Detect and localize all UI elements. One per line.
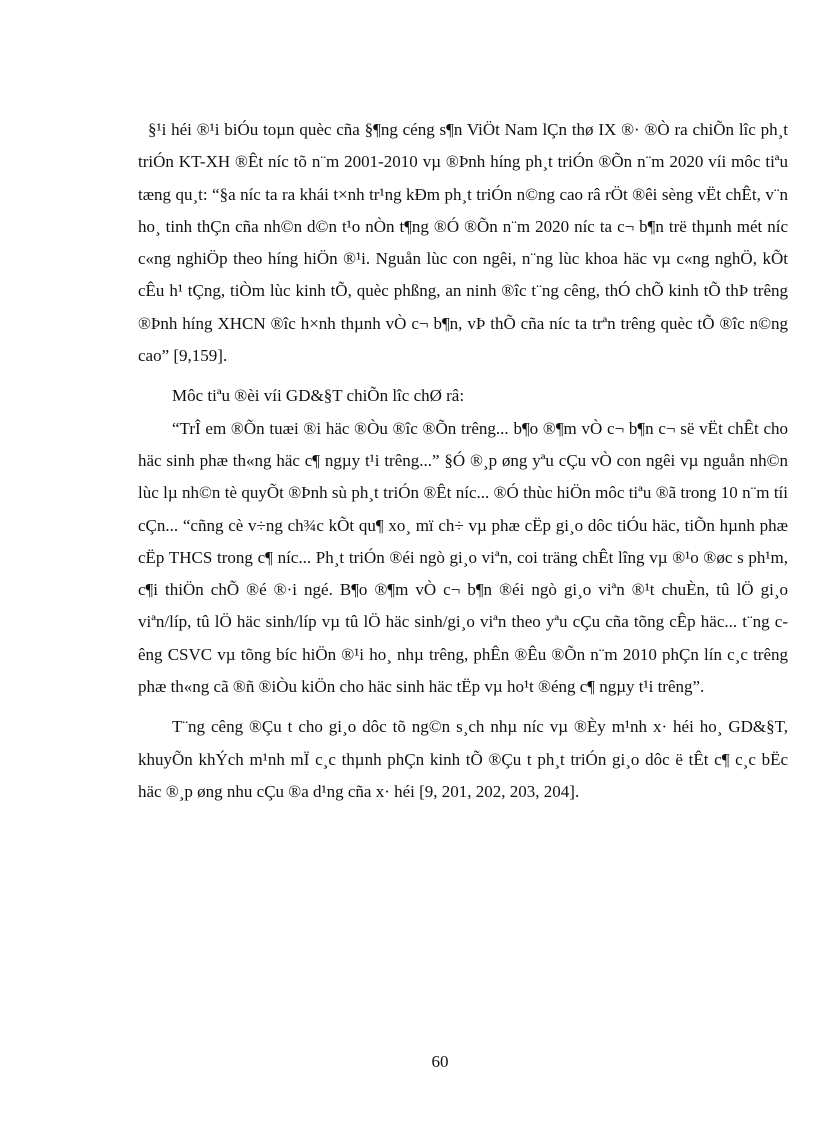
paragraph-strategy: §¹i héi ®¹i biÓu toµn quèc cña §¶ng céng s¶n ViÖt Nam lÇn thø IX ®· ®Ò ra chiÕn lîc ph¸t triÓn KT-XH ®Êt níc tõ n¨m 2001-2010 vµ ®Þnh híng ph¸t triÓn ®Õn n¨m 2020 víi môc tiªu tæng qu¸t: “§a níc ta ra khái t×nh tr¹ng kÐm ph¸t triÓn n©ng cao râ rÖt ®êi sèng vËt chÊt, v¨n ho¸ tinh thÇn cña nh©n d©n t¹o nÒn t¶ng ®Ó ®Õn n¨m 2020 níc ta c¬ b¶n trë thµnh mét níc c«ng nghiÖp theo híng hiÖn ®¹i. Nguån lùc con ngêi, n¨ng lùc khoa häc vµ c«ng nghÖ, kÕt cÊu h¹ tÇng, tiÒm lùc kinh tÕ, quèc phßng, an ninh ®îc t¨ng cêng, thÓ chÕ kinh tÕ thÞ trêng ®Þnh híng XHCN ®îc h×nh thµnh vÒ c¬ b¶n, vÞ thÕ cña níc ta trªn trêng quèc tÕ ®îc n©ng cao” [9,159]. [138, 120, 788, 366]
body-text [138, 114, 788, 808]
page-number: 60 [431, 1052, 449, 1071]
paragraph-quote: “TrÎ em ®Õn tuæi ®i häc ®Òu ®îc ®Õn trêng... b¶o ®¶m vÒ c¬ b¶n c¬ së vËt chÊt cho häc sinh phæ th«ng häc c¶ ngµy t¹i trêng...” §Ó ®¸p øng yªu cÇu vÒ con ngêi vµ nguån nh©n lùc lµ nh©n tè quyÕt ®Þnh sù ph¸t triÓn ®Êt níc... ®Ó thùc hiÖn môc tiªu ®ã trong 10 n¨m tíi cÇn... “cñng cè v÷ng ch¾c kÕt qu¶ xo¸ mï ch÷ vµ phæ cËp gi¸o dôc tiÓu häc, tiÕn hµnh phæ cËp THCS trong c¶ níc... Ph¸t triÓn ®éi ngò gi¸o viªn, coi träng chÊt lîng vµ ®¹o ®øc s ph¹m, c¶i thiÖn chÕ ®é ®·i ngé. B¶o ®¶m vÒ c¬ b¶n ®éi ngò gi¸o viªn ®¹t chuÈn, tû lÖ gi¸o viªn/líp, tû lÖ häc sinh/líp vµ tû lÖ häc sinh/gi¸o viªn theo yªu cÇu cña tõng cÊp häc... t¨ng cêng CSVC vµ tõng bíc hiÖn ®¹i ho¸ nhµ trêng, phÊn ®Êu ®Õn n¨m 2010 phÇn lín c¸c trêng phæ th«ng cã ®ñ ®iÒu kiÖn cho häc sinh häc tËp vµ ho¹t ®éng c¶ ngµy t¹i trêng”. [138, 418, 788, 697]
paragraph-investment: T¨ng cêng ®Çu t cho gi¸o dôc tõ ng©n s¸ch nhµ níc vµ ®Èy m¹nh x· héi ho¸ GD&§T, khuyÕn khÝch m¹nh mÏ c¸c thµnh phÇn kinh tÕ ®Çu t ph¸t triÓn gi¸o dôc ë tÊt c¶ c¸c bËc häc ®¸p øng nhu cÇu ®a d¹ng cña x· héi [9, 201, 202, 203, 204]. [138, 717, 788, 801]
paragraph-education-goal: Môc tiªu ®èi víi GD&§T chiÕn lîc chØ râ: [172, 386, 465, 406]
